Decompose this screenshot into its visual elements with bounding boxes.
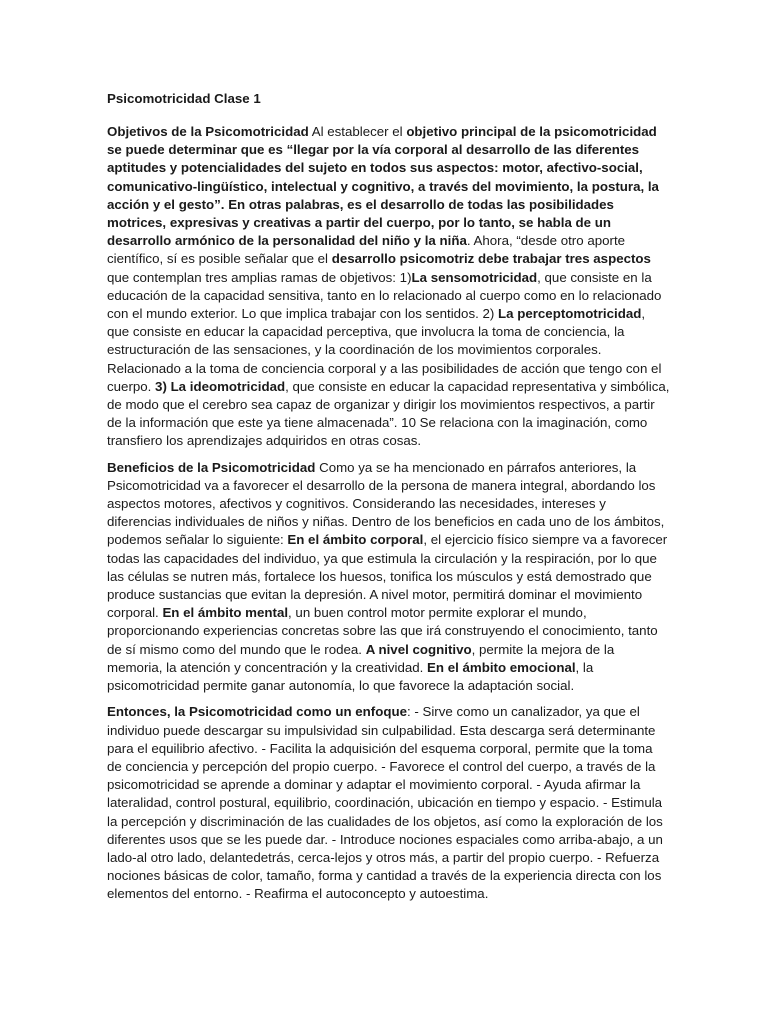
- bold-text-run: En el ámbito corporal: [287, 532, 424, 548]
- bold-text-run: En el ámbito mental: [162, 605, 289, 621]
- text-run: : - Sirve como un canalizador, ya que el individuo puede descargar su impulsividad sin culpabilidad. Esta descarga será determinante para el equilibrio afectivo. - Facilita la adquisición del esquema corporal, permite que la toma de conciencia y percepción del propio cuerpo. - Favorece el control del cuerpo, a través de la psicomotricidad se aprende a dominar y adaptar el movimiento corporal. - Ayuda afirmar la lateralidad, control postural, equilibrio, coordinación, ubicación en tiempo y espacio. - Estimula la percepción y discriminación de las cualidades de los objetos, así como la exploración de los diferentes usos que se les puede dar. - Introduce nociones espaciales como arriba-abajo, a un lado-al otro lado, delantedetrás, cerca-lejos y otros más, a partir del propio cuerpo. - Refuerza nociones básicas de color, tamaño, forma y cantidad a través de la experiencia directa con los elementos del entorno. - Reafirma el autoconcepto y autoestima.: [107, 704, 663, 902]
- bold-text-run: A nivel cognitivo: [365, 641, 472, 657]
- text-run: , permite la mejora de la memoria, la atención y concentración y la creatividad.: [107, 641, 615, 675]
- bold-text-run: Objetivos de la Psicomotricidad: [107, 124, 309, 139]
- paragraph-enfoque: [107, 703, 670, 903]
- text-run: , que consiste en educar la capacidad perceptiva, que involucra la toma de conciencia, la estructuración de las sensaciones, y la coordinación de los movimientos corporales. Relacionado a la toma de conciencia corporal y a las posibilidades de acción que tengo con el cuerpo.: [107, 306, 662, 394]
- text-run: Al establecer el: [308, 124, 407, 139]
- text-run: Como ya se ha mencionado en párrafos anteriores, la Psicomotricidad va a favorecer el desarrollo de la persona de manera integral, abordando los aspectos motores, afectivos y cognitivos. Considerando las necesidades, intereses y diferencias individuales de niños y niñas. Dentro de los beneficios en cada uno de los ámbitos, podemos señalar lo siguiente:: [107, 459, 665, 548]
- bold-text-run: objetivo principal de la psicomotricidad se puede determinar que es “llegar por la vía corporal al desarrollo de las diferentes aptitudes y potencialidades del sujeto en todos sus aspectos: motor, afectivo-social, comunicativo-lingüístico, intelectual y cognitivo, a través del movimiento, la postura, la acción y el gesto”. En otras palabras, es el desarrollo de todas las posibilidades motrices, expresivas y creativas a partir del cuerpo, por lo tanto, se habla de un desarrollo armónico de la personalidad del niño y la niña: [107, 124, 659, 249]
- bold-text-run: En el ámbito emocional: [427, 659, 576, 675]
- text-run: , que consiste en la educación de la capacidad sensitiva, tanto en lo relacionado al cuerpo como en lo relacionado con el mundo exterior. Lo que implica trabajar con los sentidos. 2): [107, 269, 662, 322]
- bold-text-run: La sensomotricidad: [411, 269, 538, 285]
- document-body: [107, 123, 670, 904]
- paragraph-objetivos: [107, 123, 670, 451]
- bold-text-run: Beneficios de la Psicomotricidad: [107, 459, 316, 475]
- bold-text-run: Entonces, la Psicomotricidad como un enfoque: [107, 704, 407, 720]
- text-run: que contemplan tres amplias ramas de objetivos: 1): [107, 269, 412, 285]
- text-run: , la psicomotricidad permite ganar autonomía, lo que favorece la adaptación social.: [107, 659, 594, 694]
- text-run: , el ejercicio físico siempre va a favorecer todas las capacidades del individuo, ya que estimula la circulación y la respiración, por lo que las células se nutren más, fortalece los huesos, tonifica los músculos y está demostrado que produce sustancias que evitan la depresión. A nivel motor, permitirá dominar el movimiento corporal.: [107, 532, 668, 621]
- bold-text-run: 3) La ideomotricidad: [155, 378, 286, 394]
- document-title: Psicomotricidad Clase 1: [107, 91, 261, 106]
- bold-text-run: La perceptomotricidad: [498, 306, 642, 322]
- paragraph-beneficios: [107, 459, 670, 696]
- text-run: , un buen control motor permite explorar el mundo, proporcionando experiencias concretas sobre las que irá construyendo el conocimiento, tanto de sí mismo como del mundo que le rodea.: [107, 605, 658, 657]
- text-run: . Ahora, “desde otro aporte científico, sí es posible señalar que el: [107, 233, 626, 267]
- text-run: , que consiste en educar la capacidad representativa y simbólica, de modo que el cerebro sea capaz de organizar y dirigir los movimientos respectivos, a partir de la información que este ya tiene almacenada”. 10 Se relaciona con la imaginación, como transfiero los aprendizajes adquiridos en otras cosas.: [107, 378, 670, 449]
- bold-text-run: desarrollo psicomotriz debe trabajar tres aspectos: [331, 251, 651, 267]
